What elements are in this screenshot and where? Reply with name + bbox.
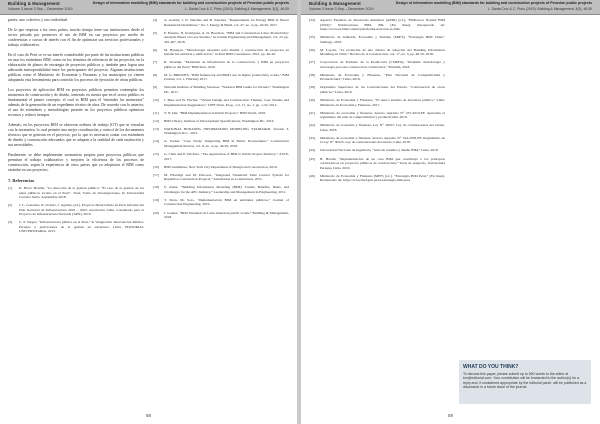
- reference-text: J. Gomez, “BIM Standards in Latin American public works,” Building & Management, 2018.: [164, 210, 289, 219]
- reference-number: [1]: [8, 186, 13, 190]
- reference-text: Ministerio de Industria, Economía y Turismo (MIET), “Estrategia BIM Chile,” Santiago, 2016.: [320, 35, 445, 44]
- reference-text: G. Chen and P. Teicholz, “The Application of BIM to Public Project Delivery,” ASCE, 2017.: [164, 152, 289, 161]
- journal-title: Building & Management: [8, 1, 60, 6]
- reference-text: M. Bynagon, “Metodología adoptada para diseñar y construcción de proyectos en instalación sanitaria y edificación,” in Perú BIM Consultores, 2021, pp. 46-49.: [164, 47, 289, 57]
- reference-number: [9]: [153, 85, 158, 90]
- reference-item: [309, 85, 445, 94]
- reference-item: [153, 98, 289, 107]
- reference-number: [7]: [153, 60, 158, 65]
- reference-text: National Institute of Building Sciences, “National BIM Guide for Owners,” Washington DC, 2017.: [164, 85, 289, 94]
- reference-item: [309, 111, 445, 120]
- reference-number: [16]: [153, 164, 159, 169]
- body-paragraph: partes, uno colectivo y otro individual.: [8, 18, 69, 22]
- reference-text: K. Barco Bonilla, “La dirección de la gestión pública: “El caso de la gestión de los entes públicos locales en el Perú”. Tesis, Tomo de investigaciones, In Universidad Católica Santa, Septiembre 2018.: [19, 186, 144, 199]
- reference-number: [6]: [153, 47, 158, 52]
- reference-item: [153, 18, 289, 27]
- reference-text: M. G. BRIONES, “BIM framework and BIM's use in higher productivity works,” BIM Journal, vol. 1, February 2017.: [164, 72, 289, 82]
- reference-number: [40]: [309, 98, 315, 103]
- left-column: [8, 18, 144, 237]
- feedback-box: [459, 360, 591, 404]
- reference-item: [153, 85, 289, 94]
- feedback-text: To discuss this paper, please submit up to 500 words to the editor at bm@editorial.com. Your contribution will be forwarded to the author(s) for a reply and, if considered appropriate by the editorial panel, will be published as a discussion in a future issue of the journal.: [463, 372, 587, 390]
- right-column: [309, 18, 445, 186]
- reference-item: [309, 60, 445, 69]
- reference-number: [36]: [309, 47, 315, 52]
- reference-item: [8, 220, 144, 234]
- reference-item: [153, 48, 289, 57]
- reference-item: [309, 148, 445, 153]
- right-header: [301, 0, 600, 15]
- reference-item: [309, 123, 445, 132]
- reference-text: Organismo Supervisor de las Contrataciones del Estado, “Contratación de obras públicas,” Lima, 2019.: [320, 85, 445, 94]
- reference-number: [5]: [153, 30, 158, 35]
- reference-number: [14]: [153, 139, 159, 144]
- reference-item: [153, 73, 289, 82]
- section-title: 7. Referencias: [8, 178, 35, 183]
- reference-number: [41]: [309, 110, 315, 115]
- reference-item: [153, 127, 289, 136]
- reference-text: Corporación de Fomento de la Producción (CORFO), “Planbim: metodología y tecnología para una construcción colaborativa,” Planbim, 2018.: [320, 60, 445, 69]
- reference-text: J. Bare and W. Fischer, “Virtual Design and Construction: Themes, Case Studies and Implementation Suggestions,” CIFE Work. Prog., vol. 17, no. 1, pp. 1-32, 2012.: [164, 98, 289, 107]
- reference-list: [8, 186, 144, 234]
- reference-item: [309, 18, 445, 32]
- reference-text: B. Hardin, “Implementación de un caso BIM que contribuye a los principios colaborativos en proyectos públicos de construcción,” Tesis de pregrado, Universidad Peruana, Lima, 2019.: [320, 156, 445, 170]
- reference-item: [8, 203, 144, 217]
- reference-number: [44]: [309, 148, 315, 153]
- body-paragraph: Los proyectos de aplicación BIM en proyectos públicos permiten contemplar los momentos de construcción y de diseño, teniendo en cuenta que en el sector público es fundamental el primer concepto, el cual es BIM para el “entender los momentos” además de la generación de un expediente técnico de obra. De acuerdo con lo anterior, el uso de estándares y metodologías permite en los proyectos públicos optimizar recursos y reducir tiempos.: [8, 88, 144, 117]
- reference-item: [153, 139, 289, 148]
- reference-text: BIM Guidelines, New York City Department of Design and Construction, 2016.: [164, 164, 278, 169]
- reference-number: [13]: [153, 126, 159, 131]
- feedback-title: WHAT DO YOU THINK?: [463, 364, 519, 370]
- reference-text: Agencia Española de Desarrollo Industrial (AEDI) [s.f.], “Biblioteca Normal BIM [2019],” Publicaciones BIM. BD, [En línea]. Recuperado de: https://www.es.bim/content/plataforma-nacional-es-bim/: [320, 18, 445, 31]
- reference-number: [39]: [309, 85, 315, 90]
- reference-text: Ministerio de economía y finanzas, Ley N° 30225, Ley de contrataciones del estado, Lima, 2018.: [320, 123, 445, 132]
- body-paragraph: Finalmente, se debe implementar normativas propias para proyectos públicos que permitan el trabajo colaborativo y mejoren la eficiencia de los procesos de construcción, según la experiencia de otros países que ya adoptaron el BIM como estándar en sus proyectos.: [8, 153, 144, 172]
- reference-item: [153, 152, 289, 161]
- reference-text: Ministerio de Economía y Finanzas, “Plan Nacional de Competitividad y Productividad,” Lima, 2019.: [320, 72, 445, 82]
- reference-item: [309, 73, 445, 82]
- reference-item: [309, 35, 445, 44]
- left-page: [0, 0, 297, 424]
- reference-text: M. Loyola, “La evolución de una cultura de adopción del Building Information Modeling en Chile,” Revista de la Construcción, vol. 17, no. 3, pp. 46-59, 2018.: [320, 47, 445, 57]
- reference-text: M. Elbeltagi and M. Dawood, “Integrated Visualized Time Control System for Repetitive Construction Projects,” Automation in Construction, 2011.: [164, 172, 289, 182]
- reference-number: [43]: [309, 135, 315, 140]
- reference-number: [2]: [8, 203, 13, 208]
- reference-number: [38]: [309, 72, 315, 77]
- article-title: Design of information modelling (BIM) standards for building and construction projects of Peruvian public projects: [395, 1, 592, 5]
- citation: L. Santa Cruz & C. Pinto (2019). Building & Management, 3(3), 46-59: [184, 7, 289, 11]
- middle-column: [153, 18, 289, 223]
- reference-number: [46]: [309, 173, 315, 178]
- body-paragraph: De lo que respecta a los otros países, mucho tiempo tiene sus instituciones desde el sector privado por promover el uso de BIM en sus proyectos por medio de conferencias o cursos de interés con el fin de optimizar sus servicios profesionales y trabajo colaborativo.: [8, 28, 144, 47]
- reference-number: [12]: [153, 118, 159, 123]
- reference-text: A. Grabitz, J. N. Sánchez and B. Sanchez, “Requirements for Energy BIM in Nueva Residencial Institutions,” Int. J. Energy & Build, vol. 47, no. 4, pp. 46-59, 2017.: [164, 18, 289, 27]
- reference-item: [153, 165, 289, 170]
- reference-number: [17]: [153, 172, 159, 177]
- reference-number: [4]: [153, 18, 158, 22]
- reference-text: BIM Library, Institute of Development Specifications, Washington DC, 2016.: [164, 118, 275, 123]
- body-paragraph: En el caso de Perú se ve un interés considerable por parte de las instituciones públicas en usar los estándares BIM, como en los términos de referencia de los proyectos, en la elaboración de planos de estrategia de proyectos públicos y, también para lograr una adecuada interoperabilidad entre los participantes del proyecto. Algunas instituciones públicas como el Ministerio de Economía y Finanzas y los municipios ya vienen adoptando esta herramienta para controlar los procesos de ejecución de obras públicas.: [8, 53, 144, 82]
- reference-item: [8, 186, 144, 200]
- journal-title: Building & Management: [309, 1, 361, 6]
- reference-number: [15]: [153, 152, 159, 157]
- reference-text: Y. N. Dai, “BIM Implementation in Public Projects,” BIM World, 2016.: [164, 110, 267, 115]
- citation: L. Santa Cruz & C. Pinto (2019). Building & Management, 3(3), 46-59: [487, 7, 592, 11]
- reference-item: [153, 60, 289, 69]
- reference-text: P. Fuentes, N. Rodriguez, A. D. Bouchon, “BIM and Construction Labor Productivity: Analysis Based on Case Studies,” in Journal Engineering and Management, vol. 23, pp. 455-467, 2018.: [164, 30, 289, 44]
- reference-text: Universidad Nacional de Ingeniería, “Guía de estudios y diseño BIM,” Lima, 2018.: [320, 148, 439, 153]
- volume-info: Volume 3 Issue 3 Sep – December 2019: [8, 7, 73, 11]
- reference-text: Ministerio de economía y finanzas, decreto supremo N° 237-2019-EF, Aprueban el reglamento del plan de competitividad y productividad, 2019.: [320, 110, 445, 120]
- reference-number: [8]: [153, 72, 158, 77]
- reference-list: [153, 18, 289, 220]
- reference-text: T. Dorn, M. Soto, “Implementación BIM en entidades públicas,” Journal of Construction Engineering, 2019.: [164, 197, 289, 207]
- reference-list: [309, 18, 445, 183]
- reference-number: [11]: [153, 110, 159, 115]
- reference-item: [153, 185, 289, 194]
- reference-text: A. Tucker, “Case Study: Integrating BIM in Public Procurement,” Construction Management Review, vol. 8, no. 4, pp. 46-59, 2018.: [164, 139, 289, 148]
- reference-item: [153, 111, 289, 116]
- reference-text: C. P. Vargas, “Infraestructura pública en el Perú,” in Vanguardia: Intervención Pública, Peruano y aplicaciones de la gestión en estructura. Lima: EDITORIAL UNIVERSITARIA, 2015.: [19, 220, 144, 234]
- reference-number: [37]: [309, 60, 315, 65]
- reference-text: Ministerio de Economía y Finanzas (MEF) [s.f.], “Estrategia BIM Perú,” [En línea]. Recuperado de: https://www.mef.gob.pe/es/estrategia-bim-peru: [320, 173, 445, 183]
- reference-text: R. Terazaki, “Modelado de información de la construcción, y BIM en proyectos públicos del Perú,” BIM Peru, 2016.: [164, 60, 289, 69]
- reference-text: Ministerio de Economía y Finanzas, “El nuevo sistema de inversión pública,” Lima: Ministerio de Economía y Finanzas, 2017.: [320, 98, 445, 107]
- reference-number: [18]: [153, 185, 159, 190]
- reference-text: J. L. Gonzales, R. Oviedo, J. Aguirre, (ed.). Proyecto Desarrollado en Perú. Informe del Plan Nacional de Infraestructura 2019 – 2025. Asociación Lima. Consultado para el Proyecto de Infraestructura Nacional (APN), 2019.: [19, 203, 144, 217]
- reference-text: NATIONAL BUILDING INFORMATION MODELING STANDARD, Version 3, Washington D.C., 2015.: [164, 126, 289, 136]
- reference-number: [20]: [153, 210, 159, 215]
- reference-number: [42]: [309, 123, 315, 128]
- reference-number: [10]: [153, 98, 159, 103]
- reference-item: [153, 119, 289, 124]
- reference-item: [153, 31, 289, 45]
- reference-item: [309, 136, 445, 145]
- reference-item: [309, 174, 445, 183]
- left-header: [0, 0, 297, 15]
- body-paragraph: Además, en los proyectos BIM se observan ordenes de trabajo (OT) que se vinculan con la normativa, lo cual permite una mejor coordinación y control de los documentos técnicos que se generan en el proyecto, por lo que es necesario contar con estándares de diseño y construcción adecuados que se adapten a la realidad de cada institución y sus necesidades.: [8, 123, 144, 147]
- article-title: Design of information modelling (BIM) standards for building and construction projects of Peruvian public projects: [92, 1, 289, 5]
- right-page: [301, 0, 600, 424]
- reference-item: [309, 157, 445, 171]
- reference-text: S. Azhar, “Building Information Modeling (BIM): Trends, Benefits, Risks, and Challenges for the AEC Industry,” Leadership and Management in Engineering, 2011.: [164, 185, 289, 194]
- reference-number: [19]: [153, 197, 159, 202]
- reference-item: [309, 98, 445, 107]
- reference-number: [45]: [309, 156, 315, 161]
- reference-number: [34]: [309, 18, 315, 22]
- reference-item: [153, 173, 289, 182]
- reference-number: [3]: [8, 220, 13, 225]
- reference-number: [35]: [309, 35, 315, 40]
- page-number: 58: [146, 413, 151, 418]
- volume-info: Volume 3 Issue 3 Sep – December 2019: [309, 7, 374, 11]
- reference-item: [153, 211, 289, 220]
- page-number: 59: [448, 413, 453, 418]
- reference-item: [153, 198, 289, 207]
- reference-item: [309, 48, 445, 57]
- reference-text: Ministerio de economía y finanzas, decreto supremo N° 344-2018-EF, Reglamento de la Ley N° 30225, Ley de contrataciones del estado, Lima, 2018.: [320, 135, 445, 145]
